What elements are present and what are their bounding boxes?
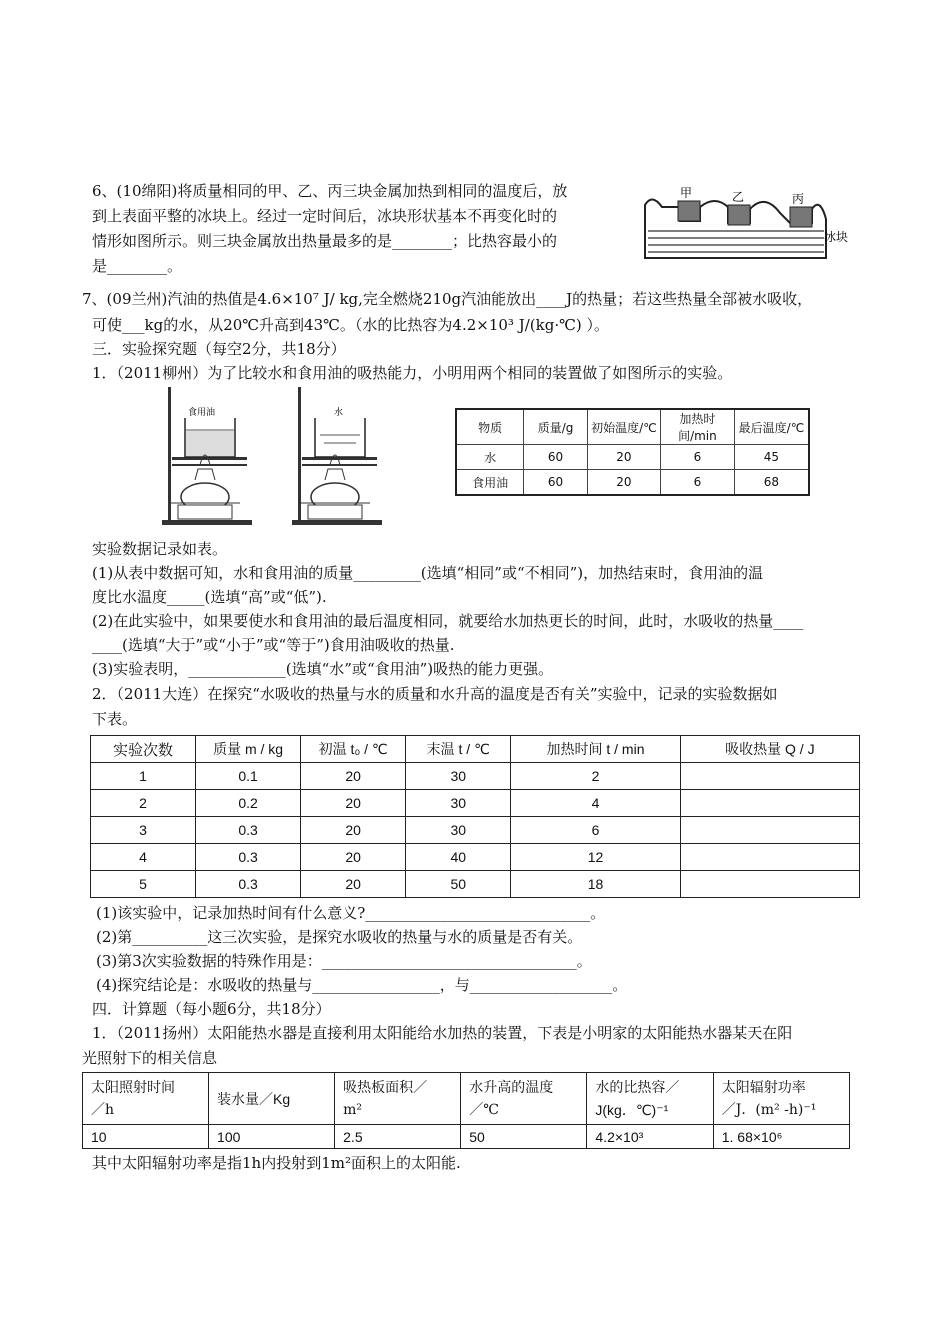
table-cell: 20 [301, 790, 406, 817]
header-text: ／℃ [469, 1101, 499, 1118]
table-header-cell: 实验次数 [91, 736, 196, 763]
header-text: 太阳辐射功率 [721, 1079, 806, 1096]
table-cell: 100 [209, 1125, 335, 1149]
metal-block-yi [728, 205, 750, 225]
table-cell [680, 871, 859, 898]
table-header-cell [209, 1073, 335, 1125]
exp2-question-2: (2)第__________这三次实验，是探究水吸收的热量与水的质量是否有关。 [96, 928, 583, 946]
ice-block-figure [640, 183, 865, 263]
table-cell: 68 [734, 470, 809, 496]
table-cell: 4.2×10³ [587, 1125, 713, 1149]
exp2-question-1: (1)该实验中，记录加热时间有什么意义?______________________________。 [96, 904, 606, 922]
table-header-cell [587, 1073, 713, 1125]
header-text: 水的比热容／ [595, 1079, 680, 1096]
table-cell: 2 [91, 790, 196, 817]
table-row [91, 871, 860, 898]
exp1-line-1: (1)从表中数据可知，水和食用油的质量_________(选填“相同”或“不相同”)，加热结束时，食用油的温 [92, 564, 764, 582]
table-cell: 20 [301, 844, 406, 871]
q6-line-2: 到上表面平整的冰块上。经过一定时间后，冰块形状基本不再变化时的 [92, 207, 558, 225]
table-cell: 18 [511, 871, 680, 898]
table-cell: 4 [511, 790, 680, 817]
exp2-data-table [90, 735, 860, 898]
table-cell: 30 [406, 817, 511, 844]
calc1-line-1: 1．（2011扬州）太阳能热水器是直接利用太阳能给水加热的装置，下表是小明家的太阳能热水器某天在阳 [92, 1024, 793, 1042]
metal-block-jia [678, 201, 700, 221]
exp1-line-2: 度比水温度_____(选填“高”或“低”). [92, 588, 327, 606]
table-header-cell: 质量 m / kg [196, 736, 301, 763]
exp1-line-3: (2)在此实验中，如果要使水和食用油的最后温度相同，就要给水加热更长的时间，此时，水吸收的热量____ [92, 612, 804, 630]
table-cell: 0.3 [196, 871, 301, 898]
calc1-line-2: 光照射下的相关信息 [82, 1049, 218, 1067]
exp2-line-2: 下表。 [92, 710, 138, 728]
table-row [456, 445, 809, 470]
header-text: m² [343, 1101, 363, 1118]
header-text: 水升高的温度 [469, 1079, 554, 1096]
q6-line-4: 是________。 [92, 257, 183, 275]
table-cell: 50 [461, 1125, 587, 1149]
table-row [91, 763, 860, 790]
header-text: ／J．(m² -h)⁻¹ [721, 1101, 817, 1118]
table-cell [680, 763, 859, 790]
table-cell [680, 790, 859, 817]
beaker-label-water: 水 [334, 408, 344, 418]
table-header-cell: 加热时间 t / min [511, 736, 680, 763]
table-cell: 20 [301, 871, 406, 898]
table-cell: 20 [587, 445, 660, 470]
table-header-cell: 质量/g [524, 409, 588, 445]
table-header-cell: 末温 t / ℃ [406, 736, 511, 763]
table-header-row [456, 409, 809, 445]
table-cell: 30 [406, 790, 511, 817]
table-cell: 20 [587, 470, 660, 496]
table-cell: 10 [83, 1125, 209, 1149]
table-header-row [91, 736, 860, 763]
table-cell: 2.5 [335, 1125, 461, 1149]
table-cell [680, 844, 859, 871]
table-header-row [83, 1073, 850, 1125]
table-header-cell: 初温 t₀ / ℃ [301, 736, 406, 763]
apparatus-water-figure [290, 385, 400, 527]
q7-line-2: 可使___kg的水，从20℃升高到43℃。（水的比热容为4.2×10³ J/(kg·℃) ）。 [92, 316, 609, 334]
header-text: 吸热板面积／ [343, 1079, 428, 1096]
table-row [91, 817, 860, 844]
table-cell: 40 [406, 844, 511, 871]
table-header-cell [83, 1073, 209, 1125]
exp2-question-3: (3)第3次实验数据的特殊作用是：__________________________________。 [96, 952, 592, 970]
q6-line-3: 情形如图所示。则三块金属放出热量最多的是________；比热容最小的 [92, 232, 558, 250]
table-header-cell: 加热时间/min [661, 409, 735, 445]
label-ice: 冰块 [824, 230, 849, 244]
table-cell: 0.3 [196, 844, 301, 871]
table-header-cell [461, 1073, 587, 1125]
table-row [91, 844, 860, 871]
table-cell: 1 [91, 763, 196, 790]
table-header-cell: 初始温度/℃ [587, 409, 660, 445]
table-header-cell [713, 1073, 849, 1125]
table-cell: 30 [406, 763, 511, 790]
table-cell: 50 [406, 871, 511, 898]
exp2-question-4: (4)探究结论是：水吸收的热量与_________________，与___________________。 [96, 976, 628, 994]
exp2-line-1: 2．（2011大连）在探究“水吸收的热量与水的质量和水升高的温度是否有关”实验中，记录的实验数据如 [92, 685, 778, 703]
exp1-line-4: ____(选填“大于”或“小于”或“等于”)食用油吸收的热量. [92, 636, 455, 654]
label-jia: 甲 [680, 186, 693, 200]
table-cell: 6 [661, 470, 735, 496]
table-cell: 0.3 [196, 817, 301, 844]
table-cell: 20 [301, 817, 406, 844]
table-header-cell: 物质 [456, 409, 524, 445]
table-cell: 60 [524, 470, 588, 496]
beaker-label-oil: 食用油 [188, 408, 216, 418]
table-cell: 4 [91, 844, 196, 871]
table-header-cell: 最后温度/℃ [734, 409, 809, 445]
table-cell: 5 [91, 871, 196, 898]
table-cell: 食用油 [456, 470, 524, 496]
section3-title: 三．实验探究题（每空2分，共18分） [92, 340, 346, 358]
header-text: J(kg．℃)⁻¹ [595, 1101, 669, 1118]
table-cell: 6 [511, 817, 680, 844]
exp1-line-5: (3)实验表明，_____________(选填“水”或“食用油”)吸热的能力更强。 [92, 660, 554, 678]
table-cell: 水 [456, 445, 524, 470]
q7-line-1: 7、(09兰州)汽油的热值是4.6×10⁷ J/ kg,完全燃烧210g汽油能放出____J的热量；若这些热量全部被水吸收， [82, 290, 813, 308]
table-cell: 0.2 [196, 790, 301, 817]
apparatus-oil-figure [150, 385, 260, 527]
header-text: 装水量／Kg [217, 1090, 291, 1107]
section4-title: 四．计算题（每小题6分，共18分） [92, 1000, 331, 1018]
exp1-intro: 1．（2011柳州）为了比较水和食用油的吸热能力，小明用两个相同的装置做了如图所示的实验。 [92, 364, 733, 382]
table-cell: 20 [301, 763, 406, 790]
calc1-info-table [82, 1072, 850, 1149]
table-cell: 1. 68×10⁶ [713, 1125, 849, 1149]
table-header-cell: 吸收热量 Q / J [680, 736, 859, 763]
table-cell: 0.1 [196, 763, 301, 790]
label-bing: 丙 [792, 192, 805, 206]
header-text: ／h [91, 1101, 115, 1118]
table-cell: 3 [91, 817, 196, 844]
table-row [456, 470, 809, 496]
table-cell: 2 [511, 763, 680, 790]
table-header-cell [335, 1073, 461, 1125]
table-row [91, 790, 860, 817]
table-cell: 45 [734, 445, 809, 470]
table-cell [680, 817, 859, 844]
metal-block-bing [790, 207, 812, 227]
exp1-data-table [455, 408, 810, 496]
header-text: 太阳照射时间 [91, 1079, 175, 1096]
table-cell: 6 [661, 445, 735, 470]
table-cell: 60 [524, 445, 588, 470]
table-cell: 12 [511, 844, 680, 871]
q6-line-1: 6、(10绵阳)将质量相同的甲、乙、丙三块金属加热到相同的温度后，放 [92, 182, 568, 200]
exp1-record: 实验数据记录如表。 [92, 540, 228, 558]
label-yi: 乙 [732, 190, 745, 204]
table-row [83, 1125, 850, 1149]
calc1-note: 其中太阳辐射功率是指1h内投射到1m²面积上的太阳能. [92, 1154, 461, 1172]
